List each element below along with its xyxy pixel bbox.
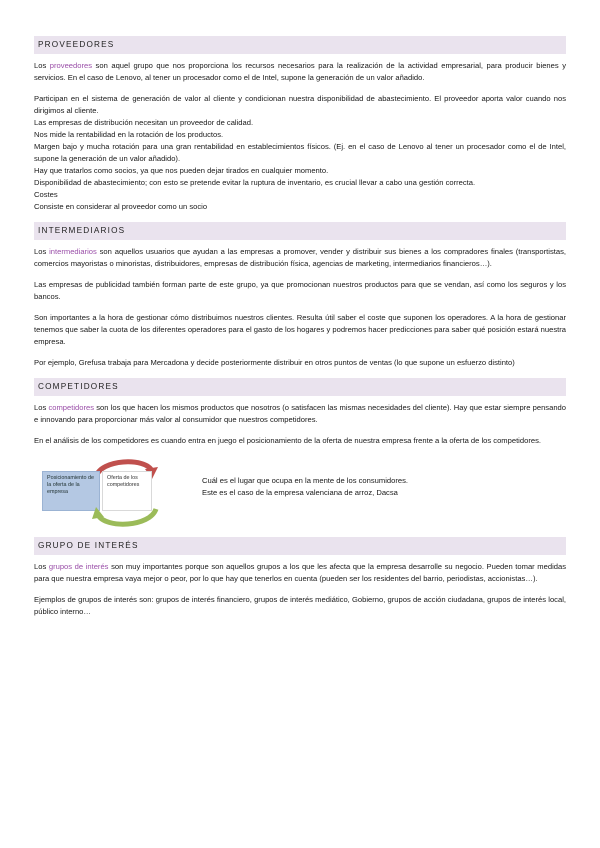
intermediarios-intro: Los intermediarios son aquellos usuarios que ayudan a las empresas a promover, vender y distribuir sus bienes a los compradores finales (transportistas, comercios mayoristas o minoristas, distribuidores, empresas de distribución física, agencias de marketing, intermediarios financieros…).: [34, 247, 566, 268]
highlight-intermediarios: intermediarios: [49, 247, 97, 256]
diagram-caption: [202, 475, 408, 499]
diagram-box-competitors-offer: Oferta de los competidores: [102, 471, 152, 511]
proveedores-line: Participan en el sistema de generación de valor al cliente y condicionan nuestra disponibilidad de abastecimiento. El proveedor aporta valor cuando nos dirigimos al cliente.: [34, 94, 566, 115]
proveedores-intro: Los proveedores son aquel grupo que nos proporciona los recursos necesarios para la realización de la actividad empresarial, para producir bienes y servicios. En el caso de Lenovo, al tener un procesador como el de Intel, supone la generación de un valor añadido.: [34, 61, 566, 82]
grupo-intro: Los grupos de interés son muy importantes porque son aquellos grupos a los que les afecta que la empresa desarrolle su negocio. Pueden tomar medidas para que nuestra empresa vaya mejor o peor, por lo que hay que tenerlos en cuenta (pueden ser los residentes del barrio, periodistas, accionistas…).: [34, 562, 566, 583]
highlight-competidores: competidores: [48, 403, 95, 412]
document-page: [34, 36, 566, 618]
proveedores-line: Hay que tratarlos como socios, ya que nos pueden dejar tirados en cualquier momento.: [34, 166, 329, 175]
proveedores-line: Consiste en considerar al proveedor como un socio: [34, 202, 208, 211]
grupo-paragraph: Ejemplos de grupos de interés son: grupos de interés financiero, grupos de interés mediático, Gobierno, grupos de acción ciudadana, grupos de interés local, público interno…: [34, 595, 566, 616]
competidores-intro: Los competidores son los que hacen los mismos productos que nosotros (o satisfacen las mismas necesidades del cliente). Hay que estar siempre pensando e innovando para proporcionar más valor al consumidor que nuestros competidores.: [34, 403, 566, 424]
section-header-intermediarios: INTERMEDIARIOS: [34, 222, 566, 240]
highlight-grupos-interes: grupos de interés: [48, 562, 109, 571]
competidores-paragraph: En el análisis de los competidores es cuando entra en juego el posicionamiento de la oferta de nuestra empresa frente a la oferta de los competidores.: [34, 436, 541, 445]
section-header-grupo-interes: GRUPO DE INTERÉS: [34, 537, 566, 555]
proveedores-line: Nos mide la rentabilidad en la rotación de los productos.: [34, 130, 224, 139]
proveedores-line: Margen bajo y mucha rotación para una gran rentabilidad en establecimientos físicos. (Ej. en el caso de Lenovo al tener un procesador como el de Intel, supone la generación de un valor añadido).: [34, 142, 566, 163]
proveedores-line: Disponibilidad de abastecimiento; con esto se pretende evitar la ruptura de inventario, es crucial llevar a cabo una gestión correcta.: [34, 178, 476, 187]
section-header-proveedores: PROVEEDORES: [34, 36, 566, 54]
diagram-caption-line: Este es el caso de la empresa valenciana de arroz, Dacsa: [202, 488, 398, 497]
proveedores-line: Costes: [34, 190, 58, 199]
intermediarios-paragraph: Las empresas de publicidad también forman parte de este grupo, ya que promocionan nuestros productos para que se vendan, así como los seguros y los bancos.: [34, 280, 566, 301]
intermediarios-paragraph: Por ejemplo, Grefusa trabaja para Mercadona y decide posteriormente distribuir en otros puntos de ventas (lo que supone un esfuerzo distinto): [34, 358, 515, 367]
proveedores-line: Las empresas de distribución necesitan un proveedor de calidad.: [34, 118, 254, 127]
positioning-diagram: [34, 455, 566, 531]
diagram-caption-line: Cuál es el lugar que ocupa en la mente de los consumidores.: [202, 476, 408, 485]
diagram-box-own-offer: Posicionamiento de la oferta de la empresa: [42, 471, 100, 511]
highlight-proveedores: proveedores: [49, 61, 93, 70]
section-header-competidores: COMPETIDORES: [34, 378, 566, 396]
intermediarios-paragraph: Son importantes a la hora de gestionar cómo distribuimos nuestros clientes. Resulta útil saber el coste que suponen los operadores. A la hora de gestionar tenemos que saber la cuota de los diferentes operadores para el gasto de los hogares y podremos hacer predicciones para saber qué posición estará nuestra empresa.: [34, 313, 566, 346]
green-cycle-arrow-icon: [90, 505, 162, 529]
